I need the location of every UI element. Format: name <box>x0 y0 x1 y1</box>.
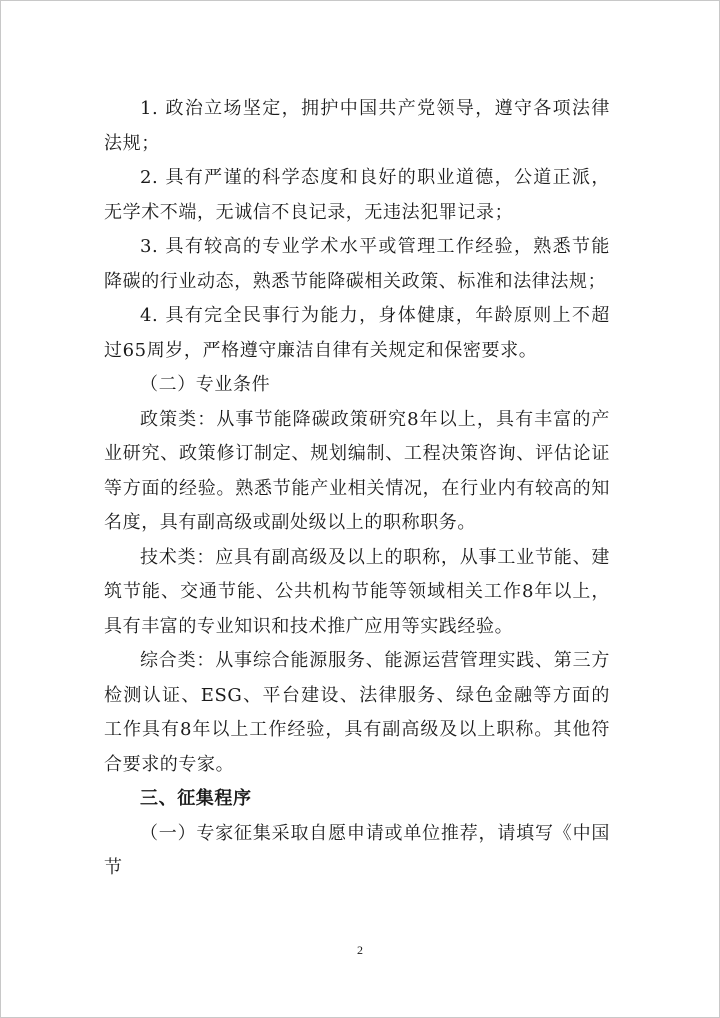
paragraph-requirement-3: 3. 具有较高的专业学术水平或管理工作经验，熟悉节能降碳的行业动态，熟悉节能降碳相关政策、标准和法律法规； <box>104 236 610 292</box>
page-number: 2 <box>357 943 363 957</box>
document-body <box>104 92 610 886</box>
paragraph-requirement-2: 2. 具有严谨的科学态度和良好的职业道德，公道正派，无学术不端，无诚信不良记录，无违法犯罪记录； <box>104 167 610 223</box>
paragraph-technical-category: 技术类：应具有副高级及以上的职称，从事工业节能、建筑节能、交通节能、公共机构节能等领域相关工作8年以上，具有丰富的专业知识和技术推广应用等实践经验。 <box>104 546 610 637</box>
paragraph-requirement-4: 4. 具有完全民事行为能力，身体健康，年龄原则上不超过65周岁，严格遵守廉洁自律有关规定和保密要求。 <box>104 305 610 361</box>
paragraph-comprehensive-category: 综合类：从事综合能源服务、能源运营管理实践、第三方检测认证、ESG、平台建设、法律服务、绿色金融等方面的工作具有8年以上工作经验，具有副高级及以上职称。其他符合要求的专家。 <box>104 650 610 775</box>
paragraph-policy-category: 政策类：从事节能降碳政策研究8年以上，具有丰富的产业研究、政策修订制定、规划编制、工程决策咨询、评估论证等方面的经验。熟悉节能产业相关情况，在行业内有较高的知名度，具有副高级或副处级以上的职称职务。 <box>104 408 610 533</box>
paragraph-procedure-1: （一）专家征集采取自愿申请或单位推荐，请填写《中国节 <box>104 822 610 878</box>
paragraph-requirement-1: 1. 政治立场坚定，拥护中国共产党领导，遵守各项法律法规； <box>104 98 610 154</box>
section-heading-procedure: 三、征集程序 <box>140 788 252 809</box>
subheading-professional-conditions: （二）专业条件 <box>140 374 271 395</box>
